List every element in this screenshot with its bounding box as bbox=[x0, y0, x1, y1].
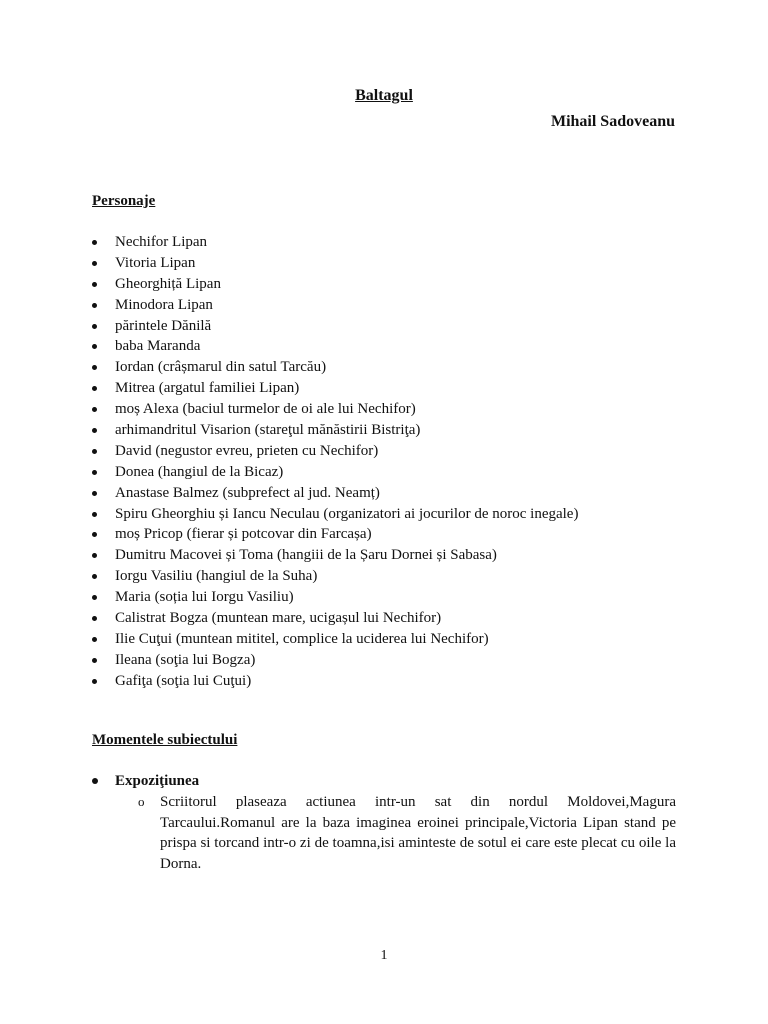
list-item: Gafiţa (soţia lui Cuţui) bbox=[92, 671, 578, 692]
moment-paragraph: Scriitorul plaseaza actiunea intr-un sat din nordul Moldovei,Magura Tarcaului.Romanul are la baza imaginea eroinei principale,Victoria Lipan stand pe prispa si torcand intr-o zi de toamna,isi aminteste de sotul ei care este plecat cu oile la Dorna. bbox=[160, 794, 676, 872]
list-item: Dumitru Macovei și Toma (hangiii de la Șaru Dornei și Sabasa) bbox=[92, 545, 578, 566]
list-item: Mitrea (argatul familiei Lipan) bbox=[92, 378, 578, 399]
list-item: părintele Dănilă bbox=[92, 316, 578, 337]
list-item: David (negustor evreu, prieten cu Nechifor) bbox=[92, 441, 578, 462]
moment-heading: Expoziţiunea bbox=[92, 771, 676, 791]
list-item: Calistrat Bogza (muntean mare, ucigașul lui Nechifor) bbox=[92, 608, 578, 629]
list-item: Ileana (soţia lui Bogza) bbox=[92, 650, 578, 671]
list-item: moș Pricop (fierar și potcovar din Farcașa) bbox=[92, 524, 578, 545]
list-item: Minodora Lipan bbox=[92, 295, 578, 316]
circle-bullet-icon: o bbox=[138, 794, 145, 809]
list-item: Iordan (crâșmarul din satul Tarcău) bbox=[92, 357, 578, 378]
list-item: baba Maranda bbox=[92, 336, 578, 357]
character-list bbox=[92, 232, 578, 692]
list-item: arhimandritul Visarion (stareţul mănăstirii Bistriţa) bbox=[92, 420, 578, 441]
list-item: Nechifor Lipan bbox=[92, 232, 578, 253]
section-heading-personaje: Personaje bbox=[92, 193, 156, 209]
list-item: Vitoria Lipan bbox=[92, 253, 578, 274]
list-item: Maria (soția lui Iorgu Vasiliu) bbox=[92, 587, 578, 608]
section-heading-momente: Momentele subiectului bbox=[92, 732, 238, 748]
list-item: Anastase Balmez (subprefect al jud. Neamț) bbox=[92, 483, 578, 504]
list-item: moș Alexa (baciul turmelor de oi ale lui Nechifor) bbox=[92, 399, 578, 420]
document-author: Mihail Sadoveanu bbox=[550, 113, 675, 130]
moment-expozitiune bbox=[92, 771, 676, 874]
list-item: Gheorghiță Lipan bbox=[92, 274, 578, 295]
list-item: Donea (hangiul de la Bicaz) bbox=[92, 462, 578, 483]
list-item: Spiru Gheorghiu și Iancu Neculau (organizatori ai jocurilor de noroc inegale) bbox=[92, 504, 578, 525]
page-number: 1 bbox=[380, 948, 388, 963]
list-item: Iorgu Vasiliu (hangiul de la Suha) bbox=[92, 566, 578, 587]
moment-subitem bbox=[138, 792, 676, 874]
list-item: Ilie Cuţui (muntean mititel, complice la uciderea lui Nechifor) bbox=[92, 629, 578, 650]
document-title: Baltagul bbox=[355, 87, 413, 104]
